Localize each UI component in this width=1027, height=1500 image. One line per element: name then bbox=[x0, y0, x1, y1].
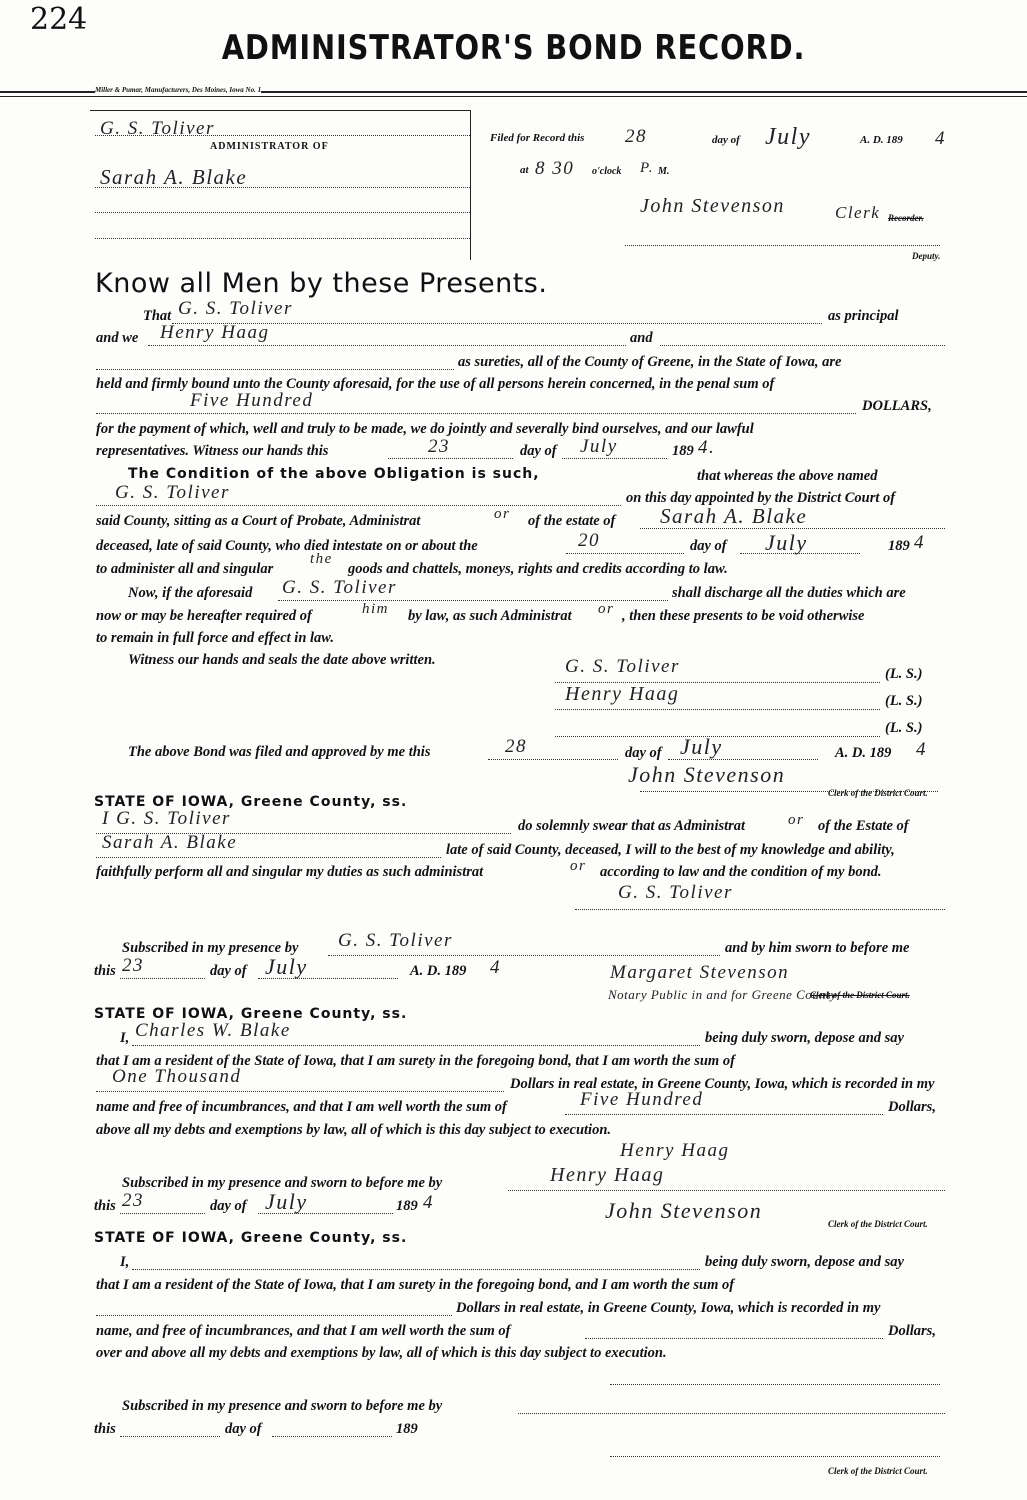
approval-month: July bbox=[680, 734, 723, 759]
condition-text: The Condition of the above Obligation is such, bbox=[128, 466, 540, 482]
surety2-day-of: day of bbox=[225, 1421, 262, 1437]
witness-seals-text: Witness our hands and seals the date above written. bbox=[128, 652, 436, 668]
filed-ad: A. D. 189 bbox=[860, 134, 903, 146]
surety1-clerk-label: Clerk of the District Court. bbox=[828, 1219, 928, 1229]
and-we-label: and we bbox=[96, 330, 139, 346]
surety1-month: July bbox=[265, 1189, 308, 1214]
now-if-name: G. S. Toliver bbox=[282, 577, 397, 598]
appointed-text: on this day appointed by the District Court of bbox=[626, 490, 896, 506]
dollars-label: DOLLARS, bbox=[862, 398, 932, 414]
approval-ad: A. D. 189 bbox=[835, 745, 892, 761]
oath-day: 23 bbox=[122, 955, 144, 976]
remain-text: to remain in full force and effect in law. bbox=[96, 630, 335, 646]
witness-year-suffix: 4. bbox=[698, 437, 716, 458]
void-text: , then these presents to be void otherwise bbox=[622, 608, 865, 624]
surety2-state-label: STATE OF IOWA, Greene County, ss. bbox=[94, 1230, 408, 1246]
oath-of-estate-text: of the Estate of bbox=[818, 818, 909, 834]
oath-according-text: according to law and the condition of my bond. bbox=[600, 864, 882, 880]
death-day: 20 bbox=[578, 530, 600, 551]
surety-name: Henry Haag bbox=[160, 322, 270, 343]
oath-late-text: late of said County, deceased, I will to the best of my knowledge and ability, bbox=[446, 842, 895, 858]
oath-suffix-1: or bbox=[788, 812, 805, 828]
and-label: and bbox=[630, 330, 653, 346]
oath-signature: G. S. Toliver bbox=[618, 882, 733, 903]
approval-clerk-signature: John Stevenson bbox=[628, 762, 786, 787]
surety2-resident-text: that I am a resident of the State of Iowa, that I am surety in the foregoing bond, and I am worth the sum of bbox=[96, 1277, 735, 1293]
left-administrator: G. S. Toliver bbox=[100, 118, 215, 139]
admin-suffix-2: or bbox=[598, 601, 615, 617]
payment-text: for the payment of which, well and truly to be made, we do jointly and severally bind ourselves, and our lawful bbox=[96, 421, 754, 437]
deputy-label: Deputy. bbox=[912, 251, 941, 261]
surety1-worth-sum-2: Five Hundred bbox=[580, 1089, 704, 1110]
oath-faithfully-text: faithfully perform all and singular my duties as such administrat bbox=[96, 864, 484, 880]
witness-day-of: day of bbox=[520, 443, 557, 459]
clerk-handwritten: Clerk bbox=[835, 203, 881, 222]
surety2-being-text: being duly sworn, depose and say bbox=[705, 1254, 904, 1270]
seal-signature-2: Henry Haag bbox=[565, 683, 680, 705]
filed-day: 28 bbox=[625, 126, 647, 147]
penal-sum: Five Hundred bbox=[190, 390, 314, 411]
oath-this-label: this bbox=[94, 963, 116, 979]
the-word: the bbox=[310, 551, 333, 567]
surety1-day: 23 bbox=[122, 1190, 144, 1211]
notary-signature: Margaret Stevenson bbox=[610, 962, 790, 983]
page-title: ADMINISTRATOR'S BOND RECORD. bbox=[221, 28, 806, 68]
him-word: him bbox=[362, 601, 389, 617]
filed-meridian: P. bbox=[640, 160, 654, 176]
surety1-worth-sum: One Thousand bbox=[112, 1066, 242, 1087]
surety1-this-label: this bbox=[94, 1198, 116, 1214]
oath-month: July bbox=[265, 954, 308, 979]
know-all-men-heading: Know all Men by these Presents. bbox=[95, 268, 548, 299]
ls-label-1: (L. S.) bbox=[885, 666, 923, 682]
oath-clerk-label-struck: Clerk of the District Court. bbox=[810, 990, 910, 1000]
surety1-i-label: I, bbox=[120, 1030, 130, 1046]
death-day-of: day of bbox=[690, 538, 727, 554]
surety1-dollars-label: Dollars, bbox=[888, 1099, 936, 1115]
surety1-resident-text: that I am a resident of the State of Iowa, that I am surety in the foregoing bond, that I am worth the sum of bbox=[96, 1053, 735, 1069]
filed-label: Filed for Record this bbox=[490, 132, 585, 144]
oath-sworn-text: and by him sworn to before me bbox=[725, 940, 910, 956]
approval-day-of: day of bbox=[625, 745, 662, 761]
surety1-year-prefix: 189 bbox=[396, 1198, 418, 1214]
recorder-label: Recorder. bbox=[888, 213, 924, 223]
oath-affiant: I G. S. Toliver bbox=[102, 808, 231, 829]
oath-swear-text: do solemnly swear that as Administrat bbox=[518, 818, 746, 834]
principal-label: as principal bbox=[828, 308, 899, 324]
oath-state-label: STATE OF IOWA, Greene County, ss. bbox=[94, 794, 408, 810]
held-text: held and firmly bound unto the County aforesaid, for the use of all persons herein concerned, in the penal sum of bbox=[96, 376, 775, 392]
surety1-signature: Henry Haag bbox=[620, 1140, 730, 1161]
principal-name: G. S. Toliver bbox=[178, 298, 293, 319]
appointee-name: G. S. Toliver bbox=[115, 482, 230, 503]
page-number: 224 bbox=[30, 2, 88, 37]
goods-text: goods and chattels, moneys, rights and credits according to law. bbox=[348, 561, 728, 577]
oath-day-of: day of bbox=[210, 963, 247, 979]
witness-day: 23 bbox=[428, 436, 450, 457]
oath-estate: Sarah A. Blake bbox=[102, 832, 238, 853]
surety2-dollars-real-text: Dollars in real estate, in Greene County, Iowa, which is recorded in my bbox=[456, 1300, 881, 1316]
approval-year-suffix: 4 bbox=[916, 739, 927, 760]
surety1-year-suffix: 4 bbox=[423, 1192, 434, 1213]
oath-ad: A. D. 189 bbox=[410, 963, 467, 979]
surety1-state-label: STATE OF IOWA, Greene County, ss. bbox=[94, 1006, 408, 1022]
recorder-signature: John Stevenson bbox=[640, 195, 785, 217]
surety2-dollars-label: Dollars, bbox=[888, 1323, 936, 1339]
whereas-text: that whereas the above named bbox=[697, 468, 878, 484]
deceased-text: deceased, late of said County, who died intestate on or about the bbox=[96, 538, 478, 554]
death-year-suffix: 4 bbox=[914, 532, 925, 553]
that-label: That bbox=[143, 308, 172, 324]
filed-time: 8 30 bbox=[535, 158, 575, 179]
left-estate: Sarah A. Blake bbox=[100, 165, 248, 189]
surety2-i-label: I, bbox=[120, 1254, 130, 1270]
reps-text: representatives. Witness our hands this bbox=[96, 443, 329, 459]
of-estate-text: of the estate of bbox=[528, 513, 616, 529]
admin-suffix-1: or bbox=[494, 506, 511, 522]
oath-year-suffix: 4 bbox=[490, 957, 501, 978]
filed-month: July bbox=[765, 124, 811, 150]
surety1-subscribed-text: Subscribed in my presence and sworn to before me by bbox=[122, 1175, 443, 1191]
surety1-day-of: day of bbox=[210, 1198, 247, 1214]
witness-month: July bbox=[580, 436, 618, 457]
discharge-text: shall discharge all the duties which are bbox=[672, 585, 906, 601]
ls-label-3: (L. S.) bbox=[885, 720, 923, 736]
seal-signature-1: G. S. Toliver bbox=[565, 656, 680, 677]
oath-subscribed-text: Subscribed in my presence by bbox=[122, 940, 299, 956]
approval-clerk-label: Clerk of the District Court. bbox=[828, 788, 928, 798]
oath-suffix-2: or bbox=[570, 858, 587, 874]
surety2-name-free-text: name, and free of incumbrances, and that I am well worth the sum of bbox=[96, 1323, 511, 1339]
surety1-name-free-text: name and free of incumbrances, and that I am well worth the sum of bbox=[96, 1099, 507, 1115]
death-year-prefix: 189 bbox=[888, 538, 910, 554]
printer-line: Miller & Pumar, Manufacturers, Des Moines, Iowa No. 1 bbox=[95, 86, 262, 94]
required-text: now or may be hereafter required of bbox=[96, 608, 312, 624]
filed-year-suffix: 4 bbox=[935, 128, 946, 149]
m-label: M. bbox=[658, 166, 670, 177]
surety1-subscriber: Henry Haag bbox=[550, 1164, 665, 1186]
surety2-clerk-label: Clerk of the District Court. bbox=[828, 1466, 928, 1476]
now-if-text: Now, if the aforesaid bbox=[128, 585, 253, 601]
filed-day-of: day of bbox=[712, 134, 740, 146]
death-month: July bbox=[765, 530, 808, 555]
notary-title: Notary Public in and for Greene County bbox=[608, 987, 837, 1002]
sureties-text: as sureties, all of the County of Greene, in the State of Iowa, are bbox=[458, 354, 842, 370]
administer-text: to administer all and singular bbox=[96, 561, 274, 577]
surety1-name: Charles W. Blake bbox=[135, 1020, 291, 1041]
administrator-of-label: ADMINISTRATOR OF bbox=[210, 141, 329, 152]
surety1-dollars-real-text: Dollars in real estate, in Greene County, Iowa, which is recorded in my bbox=[510, 1076, 935, 1092]
said-county-text: said County, sitting as a Court of Probate, Administrat bbox=[96, 513, 421, 529]
surety2-subscribed-text: Subscribed in my presence and sworn to before me by bbox=[122, 1398, 443, 1414]
surety2-over-text: over and above all my debts and exemptions by law, all of which is this day subject to execution. bbox=[96, 1345, 667, 1361]
ls-label-2: (L. S.) bbox=[885, 693, 923, 709]
at-label: at bbox=[520, 164, 529, 176]
surety1-being-text: being duly sworn, depose and say bbox=[705, 1030, 904, 1046]
surety1-clerk-signature: John Stevenson bbox=[605, 1198, 763, 1223]
oclock-label: o'clock bbox=[592, 166, 622, 177]
approval-day: 28 bbox=[505, 736, 527, 757]
decedent-name: Sarah A. Blake bbox=[660, 504, 808, 528]
by-law-text: by law, as such Administrat bbox=[408, 608, 572, 624]
surety2-this-label: this bbox=[94, 1421, 116, 1437]
approval-text: The above Bond was filed and approved by me this bbox=[128, 744, 431, 760]
surety1-above-text: above all my debts and exemptions by law, all of which is this day subject to execution. bbox=[96, 1122, 612, 1138]
surety2-year-prefix: 189 bbox=[396, 1421, 418, 1437]
witness-year-prefix: 189 bbox=[672, 443, 694, 459]
oath-subscriber: G. S. Toliver bbox=[338, 930, 453, 951]
